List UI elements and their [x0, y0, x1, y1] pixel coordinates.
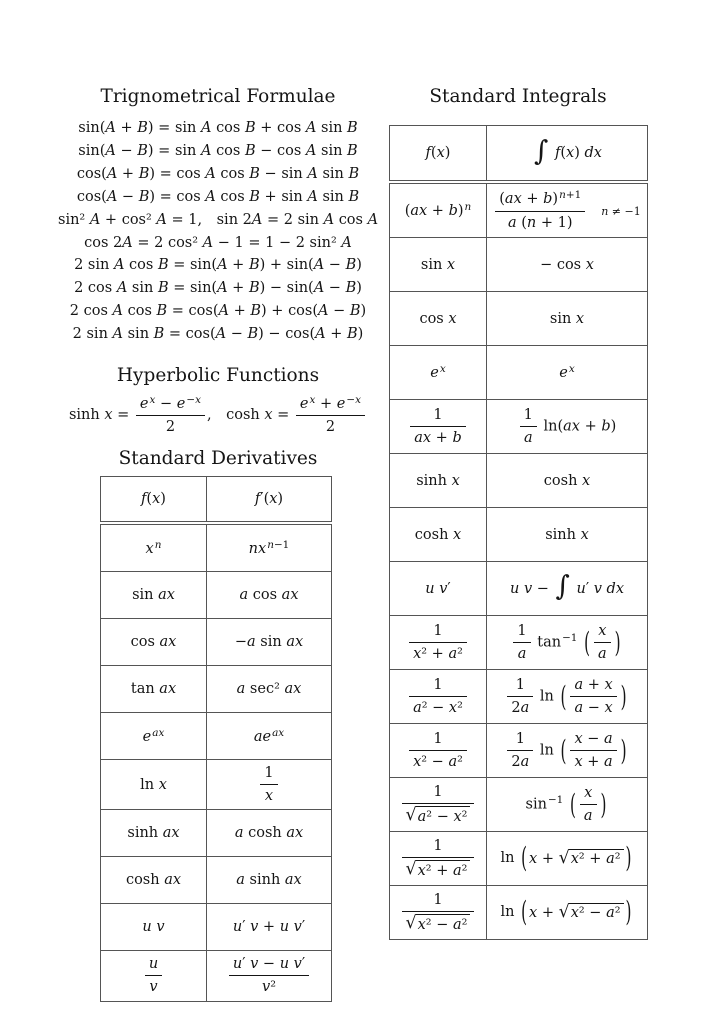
math-cell: $x^n$	[101, 523, 207, 572]
math-cell: sinh ax	[101, 810, 207, 857]
formula-line: cos(A − B) = cos A cos B + sin A sin B	[76, 188, 360, 205]
table-row	[390, 724, 648, 778]
math-cell: a cos ax	[207, 572, 332, 619]
table-row	[390, 292, 648, 346]
math-cell: sinh x	[487, 508, 648, 562]
header-fprime: f′(x)	[207, 477, 332, 524]
table-row	[390, 778, 648, 832]
table-row	[390, 346, 648, 400]
math-cell: cosh ax	[101, 857, 207, 904]
math-cell: 1 √ x² − a²	[390, 886, 487, 940]
formula-line: 2 sin A cos B = sin(A + B) + sin(A − B)	[74, 257, 362, 274]
table-row	[101, 760, 332, 810]
math-cell: (ax + b)$^n$	[390, 182, 487, 238]
table-row	[390, 182, 648, 238]
math-cell: a sec² ax	[207, 666, 332, 713]
math-cell: cosh x	[390, 508, 487, 562]
math-cell: $\frac{1}{\text{x² − a²}}$	[390, 724, 487, 778]
math-cell: ln x	[101, 760, 207, 810]
formula-line: 2 sin A sin B = cos(A − B) − cos(A + B)	[72, 326, 364, 343]
table-row	[101, 666, 332, 713]
table-row	[390, 508, 648, 562]
table-row	[390, 562, 648, 616]
math-cell: sin x	[390, 238, 487, 292]
math-cell: u′ v + u v′	[207, 904, 332, 951]
math-cell: sinh x	[390, 454, 487, 508]
math-cell: $\frac{1}{a}$ ln(ax + b)	[487, 400, 648, 454]
table-row	[390, 832, 648, 886]
sqrt-radical: √ x² + a²	[406, 860, 471, 880]
math-cell: a cosh ax	[207, 810, 332, 857]
header-fx: f(x)	[390, 126, 487, 183]
hyperbolic-formula	[58, 393, 378, 437]
table-row	[390, 400, 648, 454]
header-integral-fx-dx: ∫ f(x) dx	[487, 126, 648, 183]
sqrt-radical: √ x² − a²	[406, 914, 471, 934]
math-cell: u v − ∫ u′ v dx	[487, 562, 648, 616]
formula-line: sinh x = $\frac{e^x - e^{-x}}{2}$ , cosh x = $\frac{e^x + e^{-x}}{2}$	[58, 393, 378, 437]
table-row	[390, 238, 648, 292]
table-row	[101, 810, 332, 857]
integrals-table-body	[390, 182, 648, 940]
math-cell: cos ax	[101, 619, 207, 666]
table-row	[101, 713, 332, 760]
sqrt-radical: √ a² − x²	[406, 806, 471, 826]
math-cell: sin x	[487, 292, 648, 346]
formula-line: cos(A + B) = cos A cos B − sin A sin B	[76, 165, 360, 182]
math-cell: $e^x$	[487, 346, 648, 400]
math-cell: 1 √ x² + a²	[390, 832, 487, 886]
table-row	[390, 886, 648, 940]
math-cell: − cos x	[487, 238, 648, 292]
math-cell: ln ( x + √ x² + a² )	[487, 832, 648, 886]
formula-line: 2 cos A sin B = sin(A + B) − sin(A − B)	[74, 280, 362, 297]
derivatives-table-header	[101, 477, 332, 524]
hyperbolic-section-title: Hyperbolic Functions	[116, 365, 320, 386]
math-cell: $e^x$	[390, 346, 487, 400]
table-row	[101, 857, 332, 904]
math-cell: −a sin ax	[207, 619, 332, 666]
math-cell: $\frac{1}{a}$ $\tan^{-1}$ ( $\frac{x}{a}$ )	[487, 616, 648, 670]
math-cell: ln ( x + √ x² − a² )	[487, 886, 648, 940]
math-cell: cos x	[390, 292, 487, 346]
math-cell: $\frac{1}{2a}$ ln ( $\frac{a + x}{a - x}$ )	[487, 670, 648, 724]
table-row	[101, 904, 332, 951]
math-cell: $ae^{ax}$	[207, 713, 332, 760]
table-row	[101, 619, 332, 666]
table-row	[101, 523, 332, 572]
math-cell: 1 √ a² − x²	[390, 778, 487, 832]
derivatives-table	[100, 476, 332, 1002]
table-row	[390, 670, 648, 724]
math-cell: $e^{ax}$	[101, 713, 207, 760]
table-header-row	[101, 477, 332, 524]
math-cell: tan ax	[101, 666, 207, 713]
math-cell: $\frac{1}{x}$	[207, 760, 332, 810]
math-cell: $\frac{1}{ax + b}$	[390, 400, 487, 454]
formula-line: 2 cos A cos B = cos(A + B) + cos(A − B)	[69, 303, 367, 320]
integrals-table	[389, 125, 648, 940]
table-row	[390, 616, 648, 670]
header-fx: f(x)	[101, 477, 207, 524]
math-cell: $\frac{1}{\text{a² − x²}}$	[390, 670, 487, 724]
formula-line: sin² A + cos² A = 1, sin 2A = 2 sin A cos A	[58, 211, 379, 228]
trig-formula-list	[58, 117, 378, 346]
math-cell: $\frac{1}{2a}$ ln ( $\frac{x - a}{x + a}$ )	[487, 724, 648, 778]
trig-section-title: Trignometrical Formulae	[100, 86, 336, 107]
formula-line: cos 2A = 2 cos² A − 1 = 1 − 2 sin² A	[84, 234, 352, 251]
math-cell: sin ax	[101, 572, 207, 619]
math-cell: $\frac{1}{\text{x² + a²}}$	[390, 616, 487, 670]
integral-sign: ∫	[534, 134, 549, 167]
table-row	[390, 454, 648, 508]
math-cell: u v	[101, 904, 207, 951]
math-cell: $\frac{(ax + b)^{n+1}}{a (n + 1)}$ n ≠ −1	[487, 182, 648, 238]
integrals-table-header	[390, 126, 648, 183]
table-row	[101, 572, 332, 619]
derivatives-section-title: Standard Derivatives	[118, 448, 318, 469]
table-header-row	[390, 126, 648, 183]
math-cell: u v′	[390, 562, 487, 616]
math-cell: a sinh ax	[207, 857, 332, 904]
sqrt-radical: √ x² + a²	[559, 849, 624, 867]
math-cell: cosh x	[487, 454, 648, 508]
math-cell: $\frac{u}{v}$	[101, 951, 207, 1001]
table-row	[101, 951, 332, 1001]
formula-line: sin(A + B) = sin A cos B + cos A sin B	[78, 120, 358, 136]
formula-line: sin(A − B) = sin A cos B − cos A sin B	[78, 142, 358, 159]
integral-sign: ∫	[555, 570, 570, 603]
math-cell: $\frac{\text{u′ v − u v′}}{\text{v²}}$	[207, 951, 332, 1001]
integrals-section-title: Standard Integrals	[429, 86, 607, 107]
math-cell: $\sin^{-1}$ ( $\frac{x}{a}$ )	[487, 778, 648, 832]
math-cell: $nx^{n-1}$	[207, 523, 332, 572]
sqrt-radical: √ x² − a²	[559, 903, 624, 921]
derivatives-table-body	[101, 523, 332, 1001]
